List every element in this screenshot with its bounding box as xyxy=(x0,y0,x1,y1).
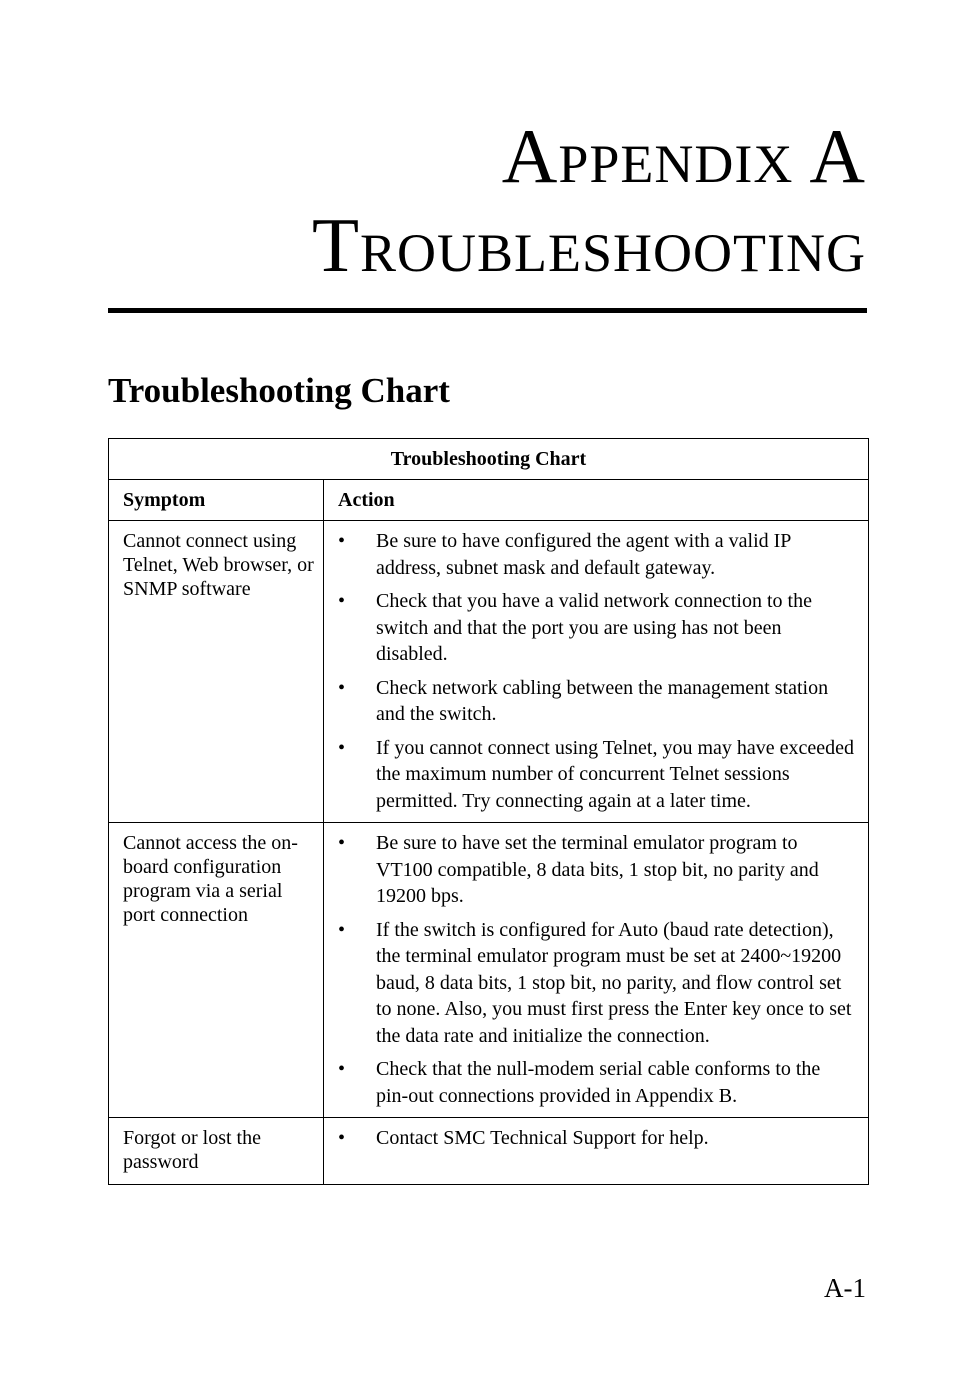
action-cell xyxy=(324,521,869,823)
action-item xyxy=(324,588,856,668)
action-cell xyxy=(324,823,869,1118)
bullet-icon: • xyxy=(338,530,346,552)
appendix-title: Appendix A xyxy=(501,113,866,199)
table-caption: Troubleshooting Chart xyxy=(109,439,869,480)
table-body xyxy=(109,521,869,1185)
bullet-icon: • xyxy=(338,832,346,854)
action-item xyxy=(324,675,856,728)
action-text: If you cannot connect using Telnet, you may have exceeded the maximum number of concurrent Telnet sessions permitted. Try connecting again at a later time. xyxy=(376,736,855,812)
action-text: If the switch is configured for Auto (baud rate detection), the terminal emulator program must be set at 2400~19200 baud, 8 data bits, 1 stop bit, no parity, and flow control set to none. Also, you must first press the Enter key once to set the data rate and initialize the connection. xyxy=(376,918,852,1047)
bullet-icon: • xyxy=(338,918,346,941)
troubleshooting-table xyxy=(108,438,869,1185)
column-header-action: Action xyxy=(324,480,869,521)
table-row xyxy=(109,823,869,1118)
page-number: A-1 xyxy=(824,1273,866,1303)
title-divider xyxy=(108,308,867,313)
action-item xyxy=(324,1056,856,1109)
bullet-icon: • xyxy=(338,676,346,699)
bullet-icon: • xyxy=(338,590,346,612)
action-item xyxy=(324,917,856,1050)
table-row xyxy=(109,521,869,823)
symptom-cell: Cannot access the on-board configuration program via a serial port connection xyxy=(109,823,324,1118)
action-text: Check network cabling between the management station and the switch. xyxy=(376,676,829,725)
action-item xyxy=(324,528,856,581)
bullet-icon: • xyxy=(338,1058,346,1080)
action-item xyxy=(324,1125,856,1152)
action-text: Contact SMC Technical Support for help. xyxy=(376,1127,709,1149)
action-cell xyxy=(324,1118,869,1185)
action-text: Be sure to have configured the agent with a valid IP address, subnet mask and default gateway. xyxy=(376,530,791,579)
action-text: Check that the null-modem serial cable conforms to the pin-out connections provided in Appendix B. xyxy=(376,1058,821,1107)
action-text: Be sure to have set the terminal emulator program to VT100 compatible, 8 data bits, 1 stop bit, no parity and 19200 bps. xyxy=(376,832,819,907)
table-row xyxy=(109,1118,869,1185)
chapter-title: Troubleshooting xyxy=(311,202,866,288)
table-header-row xyxy=(109,480,869,521)
section-heading: Troubleshooting Chart xyxy=(108,371,450,410)
action-text: Check that you have a valid network connection to the switch and that the port you are using has not been disabled. xyxy=(376,590,812,665)
action-list xyxy=(324,1125,856,1152)
action-item xyxy=(324,735,856,815)
table-caption-row xyxy=(109,439,869,480)
symptom-cell: Cannot connect using Telnet, Web browser, or SNMP software xyxy=(109,521,324,823)
action-list xyxy=(324,830,856,1109)
symptom-cell: Forgot or lost the password xyxy=(109,1118,324,1185)
column-header-symptom: Symptom xyxy=(109,480,324,521)
bullet-icon: • xyxy=(338,736,346,759)
bullet-icon: • xyxy=(338,1127,346,1149)
action-item xyxy=(324,830,856,910)
action-list xyxy=(324,528,856,814)
